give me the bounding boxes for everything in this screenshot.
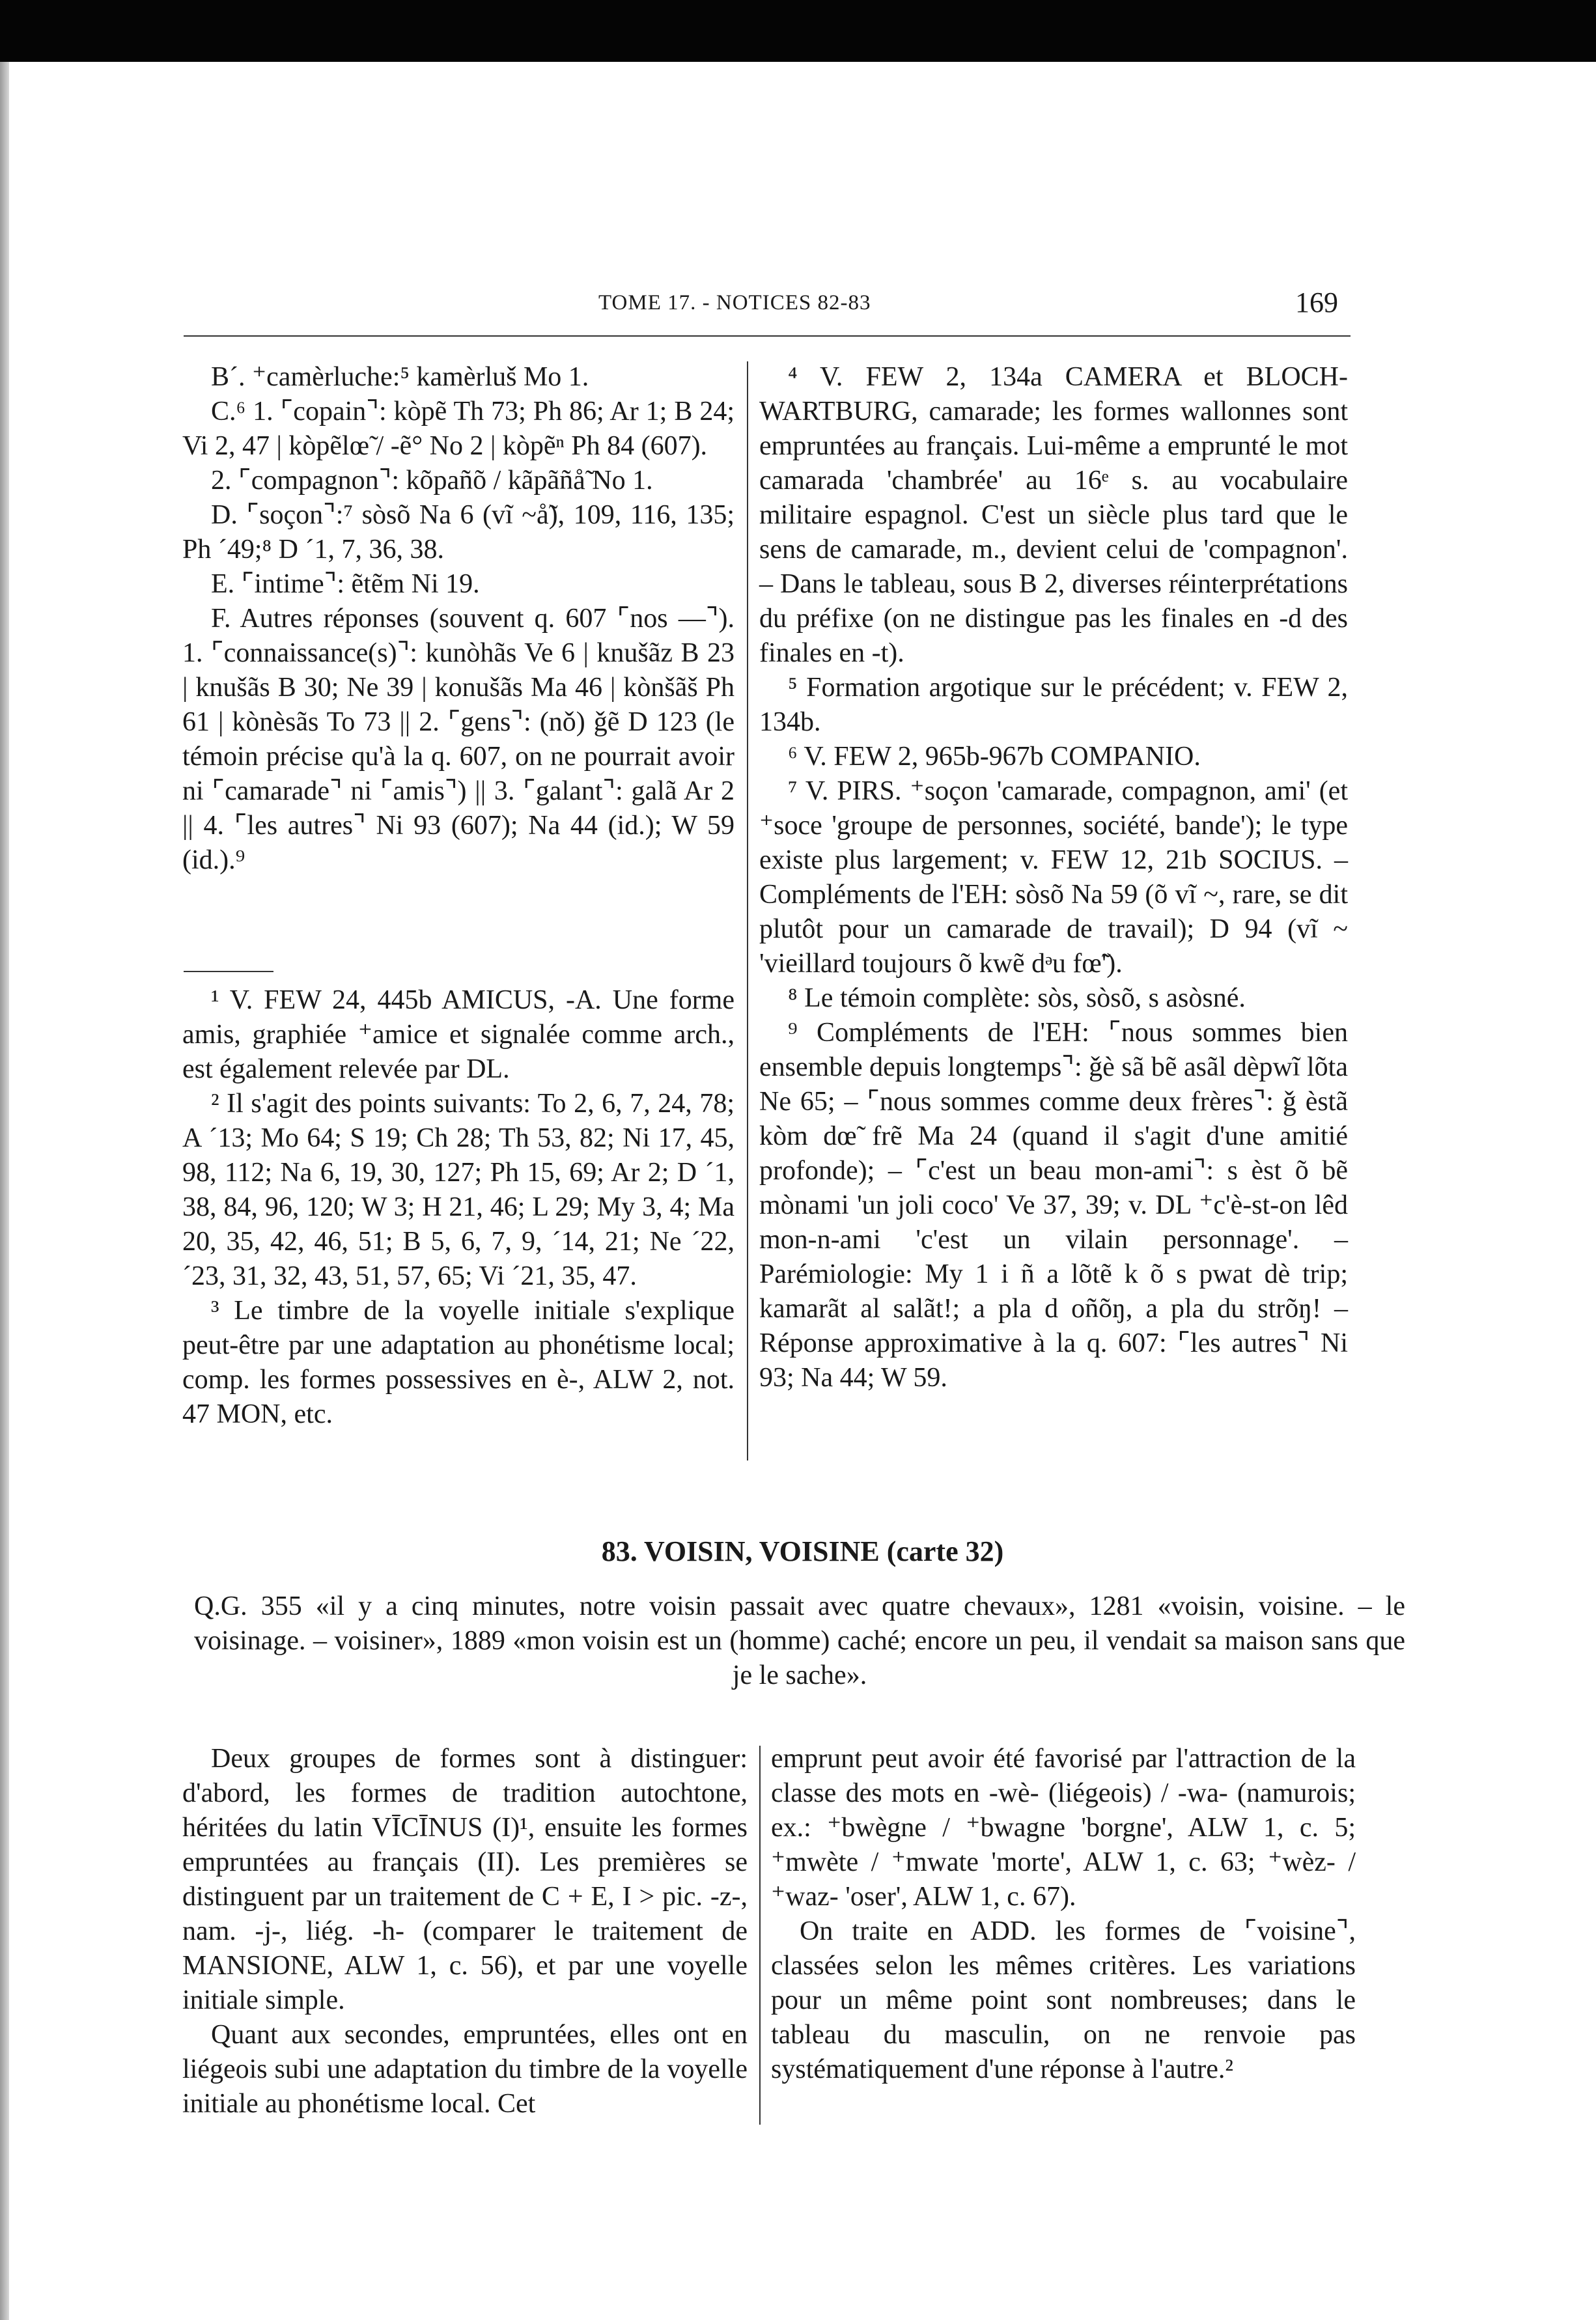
body-paragraph: Quant aux secondes, empruntées, elles ont en liégeois subi une adaptation du timbre de la voyelle initiale au phonétisme local. Cet xyxy=(182,2020,748,2119)
entry-f: F. Autres réponses (souvent q. 607 ⌜nos —⌝). 1. ⌜connaissance(s)⌝: kunòhãs Ve 6 | knušãz B 23 | knušãs B 30; Ne 39 | konušãs Ma 46 | kònšãš Ph 61 | kònèsãs To 73 || 2. ⌜gens⌝: (nǒ) ǧẽ D 123 (le témoin précise qu'à la q. 607, on ne pourrait avoir ni ⌜camarade⌝ ni ⌜amis⌝) || 3. ⌜galant⌝: galã Ar 2 || 4. ⌜les autres⌝ Ni 93 (607); Na 44 (id.); W 59 (id.).⁹ xyxy=(182,604,735,875)
body-paragraph-continued: emprunt peut avoir été favorisé par l'attraction de la classe des mots en -wè- (liégeois) / -wa- (namurois; ex.: ⁺bwègne / ⁺bwagne 'borgne', ALW 1, c. 5; ⁺mwète / ⁺mwate 'morte', ALW 1, c. 63; ⁺wèz- / ⁺waz- 'oser', ALW 1, c. 67). xyxy=(771,1744,1356,1912)
footnote-3: ³ Le timbre de la voyelle initiale s'explique peut-être par une adaptation au phonétisme local; comp. les formes possessives en è-, ALW 2, not. 47 MON, etc. xyxy=(182,1296,735,1429)
entry-e: E. ⌜intime⌝: ẽtẽm Ni 19. xyxy=(211,569,480,599)
section-title: 83. VOISIN, VOISINE (carte 32) xyxy=(601,1535,1004,1567)
column-divider-top xyxy=(747,361,748,1460)
page xyxy=(9,62,1596,2320)
right-column-footnotes xyxy=(759,360,1348,1395)
entry-d: D. ⌜soçon⌝:⁷ sòsõ Na 6 (vĩ ~å̃), 109, 116, 135; Ph ´49;⁸ D ´1, 7, 36, 38. xyxy=(182,500,735,565)
footnote-1: ¹ V. FEW 24, 445b AMICUS, -A. Une forme amis, graphiée ⁺amice et signalée comme arch., est également relevée par DL. xyxy=(182,985,735,1084)
bottom-right-column xyxy=(771,1742,1356,2087)
column-divider-bottom xyxy=(759,1746,761,2125)
left-column-footnotes xyxy=(182,983,735,1432)
footnote-6: ⁶ V. FEW 2, 965b-967b COMPANIO. xyxy=(788,742,1201,772)
footnote-4: ⁴ V. FEW 2, 134a CAMERA et BLOCH-WARTBURG, camarade; les formes wallonnes sont empruntées au français. Lui-même a emprunté le mot camarada 'chambrée' au 16ᵉ s. au vocabulaire militaire espagnol. C'est un siècle plus tard que le sens de camarade, m., devient celui de 'compagnon'. – Dans le tableau, sous B 2, diverses réinterprétations du préfixe (on ne distingue pas les finales en -d des finales en -t). xyxy=(759,362,1348,668)
body-paragraph: On traite en ADD. les formes de ⌜voisine⌝, classées selon les mêmes critères. Les variations pour un même point sont nombreuses; dans le tableau du masculin, on ne renvoie pas systématiquement d'une réponse à l'autre.² xyxy=(771,1916,1356,2084)
entry-c: C.⁶ 1. ⌜copain⌝: kòpẽ Th 73; Ph 86; Ar 1; B 24; Vi 2, 47 | kòpẽlœ̃ / -ẽ° No 2 | kòpẽⁿ Ph 84 (607). xyxy=(182,397,735,461)
footnote-8: ⁸ Le témoin complète: sòs, sòsõ, s asòsné. xyxy=(788,983,1246,1013)
entry-c-2: 2. ⌜compagnon⌝: kõpañõ / kãpãñå̃ No 1. xyxy=(211,466,653,496)
footnote-2: ² Il s'agit des points suivants: To 2, 6, 7, 24, 78; A ´13; Mo 64; S 19; Ch 28; Th 53, 82; Ni 17, 45, 98, 112; Na 6, 19, 30, 127; Ph 15, 69; Ar 2; D ´1, 38, 84, 96, 120; W 3; H 21, 46; L 29; My 3, 4; Ma 20, 35, 42, 46, 51; B 5, 6, 7, 9, ´14, 21; Ne ´22, ´23, 31, 32, 43, 51, 57, 65; Vi ´21, 35, 47. xyxy=(182,1089,735,1291)
footnote-5: ⁵ Formation argotique sur le précédent; v. FEW 2, 134b. xyxy=(759,673,1348,737)
footnote-rule xyxy=(184,971,273,972)
footnote-9: ⁹ Compléments de l'EH: ⌜nous sommes bien ensemble depuis longtemps⌝: ǧè sã bẽ asãl dèpwĩ lõta Ne 65; – ⌜nous sommes comme deux frères⌝: ǧ èstã kòm dœ̃ frẽ Ma 24 (quand il s'agit d'une amitié profonde); – ⌜c'est un beau mon-ami⌝: s èst õ bẽ mònami 'un joli coco' Ve 37, 39; v. DL ⁺c'è-st-on lêd mon-n-ami 'c'est un vilain personnage'. – Parémiologie: My 1 i ñ a lõtẽ k õ s pwat dè trip; kamarãt al salãt!; a pla d oñõŋ, a pla du strõŋ! – Réponse approximative à la q. 607: ⌜les autres⌝ Ni 93; Na 44; W 59. xyxy=(759,1018,1348,1393)
body-paragraph: Deux groupes de formes sont à distinguer: d'abord, les formes de tradition autochtone, héritées du latin VĪCĪNUS (I)¹, ensuite les formes empruntées au français (II). Les premières se distinguent par un traitement de C + E, I > pic. -z-, nam. -j-, liég. -h- (comparer le traitement de MANSIONE, ALW 1, c. 56), et par une voyelle initiale simple. xyxy=(182,1744,748,2015)
header-rule xyxy=(184,335,1351,337)
running-title: TOME 17. - NOTICES 82-83 xyxy=(598,291,871,314)
scan-left-edge xyxy=(0,62,9,2320)
footnote-7: ⁷ V. PIRS. ⁺soçon 'camarade, compagnon, ami' (et ⁺soce 'groupe de personnes, société, bande'); le type existe plus largement; v. FEW 12, 21b SOCIUS. – Compléments de l'EH: sòsõ Na 59 (õ vĩ ~, rare, se dit plutôt pour un camarade de travail); D 94 (vĩ ~ 'vieillard toujours õ kwẽ dᵊu fœ̃'). xyxy=(759,776,1348,979)
scan-top-border xyxy=(0,0,1596,62)
questionnaire-reference: Q.G. 355 «il y a cinq minutes, notre voisin passait avec quatre chevaux», 1281 «voisin, voisine. – le voisinage. – voisiner», 1889 «mon voisin est un (homme) caché; encore un peu, il vendait sa maison sans que je le sache». xyxy=(194,1591,1405,1690)
entry-b-prime: B´. ⁺camèrluche:⁵ kamèrluš Mo 1. xyxy=(211,362,589,392)
left-column-entries xyxy=(182,360,735,878)
page-number: 169 xyxy=(1295,287,1338,318)
bottom-left-column xyxy=(182,1742,748,2121)
